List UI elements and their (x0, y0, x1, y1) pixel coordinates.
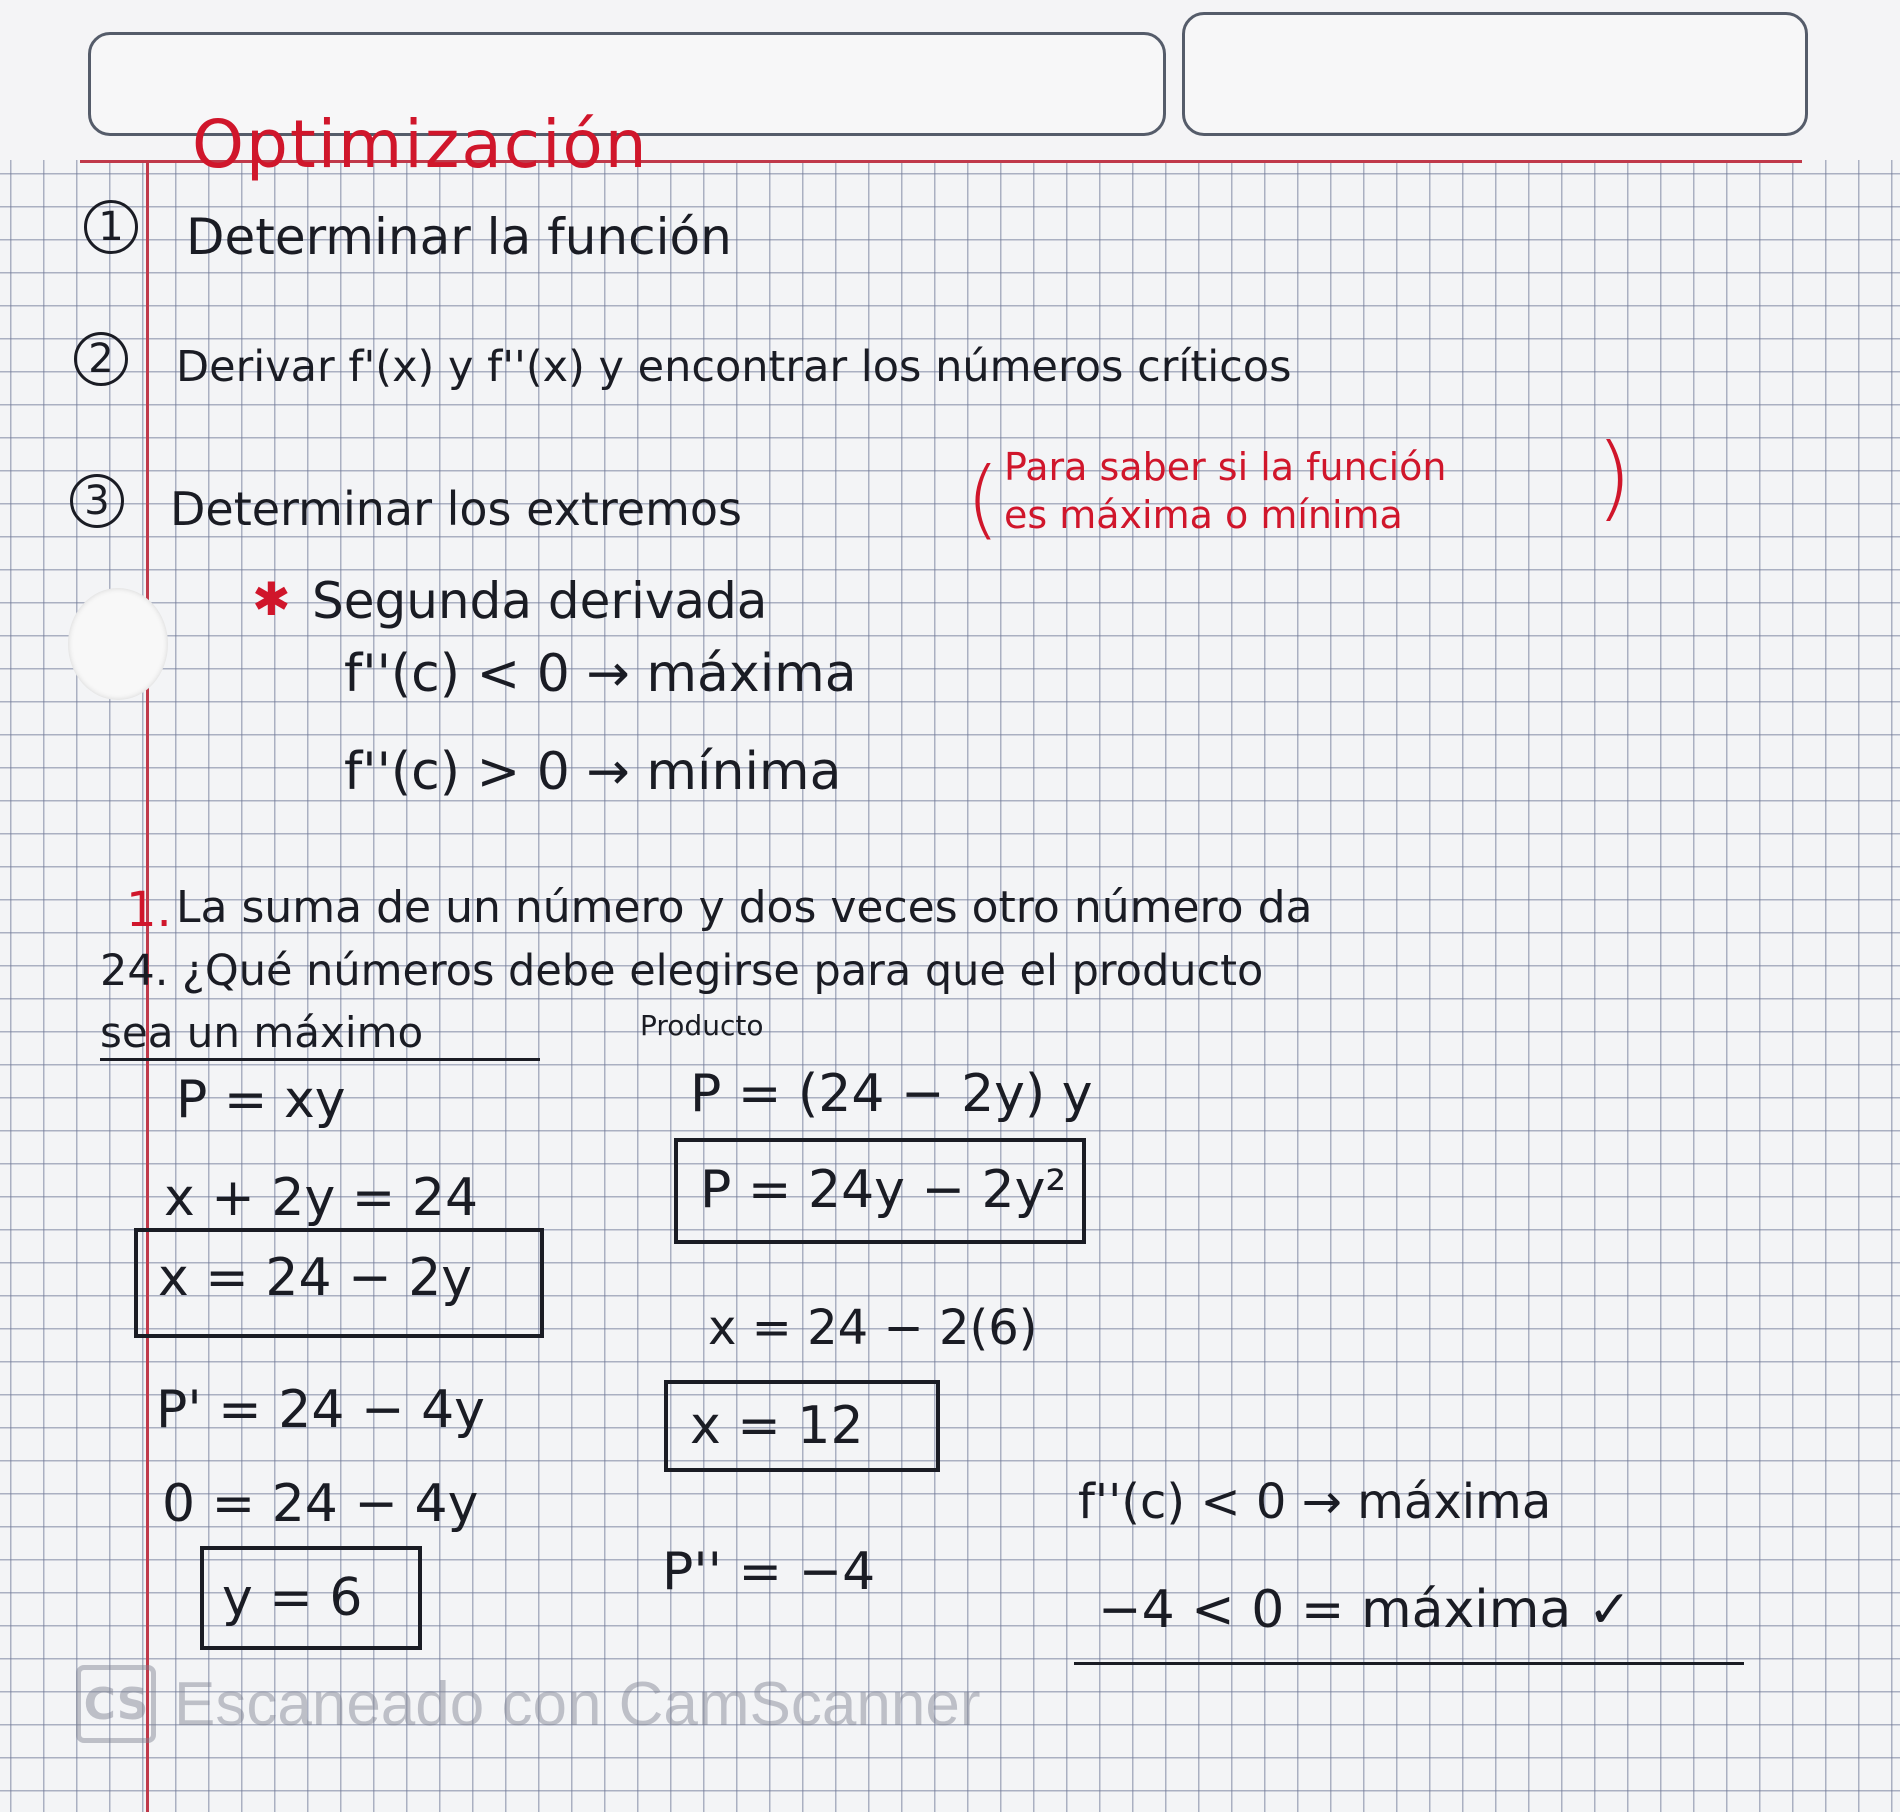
step-1-text: Determinar la función (186, 208, 732, 266)
page-title: Optimización (192, 106, 649, 183)
equation-product-expanded: P = 24y − 2y² (700, 1160, 1067, 1220)
equation-product-substituted: P = (24 − 2y) y (690, 1064, 1093, 1124)
watermark-text: Escaneado con CamScanner (174, 1669, 981, 1739)
result-maximum: −4 < 0 = máxima ✓ (1098, 1580, 1632, 1640)
step-1-number: 1 (84, 200, 138, 254)
equation-product: P = xy (176, 1070, 346, 1130)
problem-number: 1. (126, 882, 172, 938)
star-icon: ✱ (252, 572, 291, 626)
note-line-2: es máxima o mínima (1004, 493, 1403, 537)
note-close-paren: ) (1596, 424, 1632, 531)
note-open-paren: ( (966, 449, 1000, 549)
equation-second-derivative: P'' = −4 (662, 1542, 876, 1602)
equation-y: y = 6 (222, 1568, 363, 1628)
problem-underline (100, 1058, 540, 1061)
note-line-1: Para saber si la función (1004, 445, 1447, 489)
equation-first-derivative: P' = 24 − 4y (156, 1380, 485, 1440)
camscanner-watermark (76, 1662, 980, 1746)
product-label: Producto (640, 1009, 764, 1042)
problem-line-3: sea un máximo (100, 1008, 424, 1057)
right-rule-maximum: f''(c) < 0 → máxima (1078, 1474, 1552, 1530)
equation-x: x = 24 − 2y (158, 1248, 473, 1308)
equation-zero: 0 = 24 − 4y (162, 1474, 479, 1534)
equation-x-substituted: x = 24 − 2(6) (708, 1300, 1038, 1356)
camscanner-logo-icon: CS (76, 1665, 156, 1743)
problem-line-1: La suma de un número y dos veces otro número da (176, 882, 1313, 933)
step-2-text: Derivar f'(x) y f''(x) y encontrar los números críticos (176, 342, 1292, 392)
equation-constraint: x + 2y = 24 (164, 1168, 479, 1228)
rule-maximum: f''(c) < 0 → máxima (344, 644, 857, 704)
step-3-number: 3 (70, 474, 124, 528)
header-field-right (1182, 12, 1808, 136)
problem-line-2: 24. ¿Qué números debe elegirse para que el producto (100, 946, 1264, 996)
step-3-text: Determinar los extremos (170, 482, 743, 536)
second-derivative-heading: Segunda derivada (312, 572, 768, 630)
rule-minimum: f''(c) > 0 → mínima (344, 742, 842, 802)
equation-x-value: x = 12 (690, 1396, 864, 1456)
result-underline (1074, 1662, 1744, 1665)
punch-hole (68, 588, 168, 700)
step-2-number: 2 (74, 332, 128, 386)
